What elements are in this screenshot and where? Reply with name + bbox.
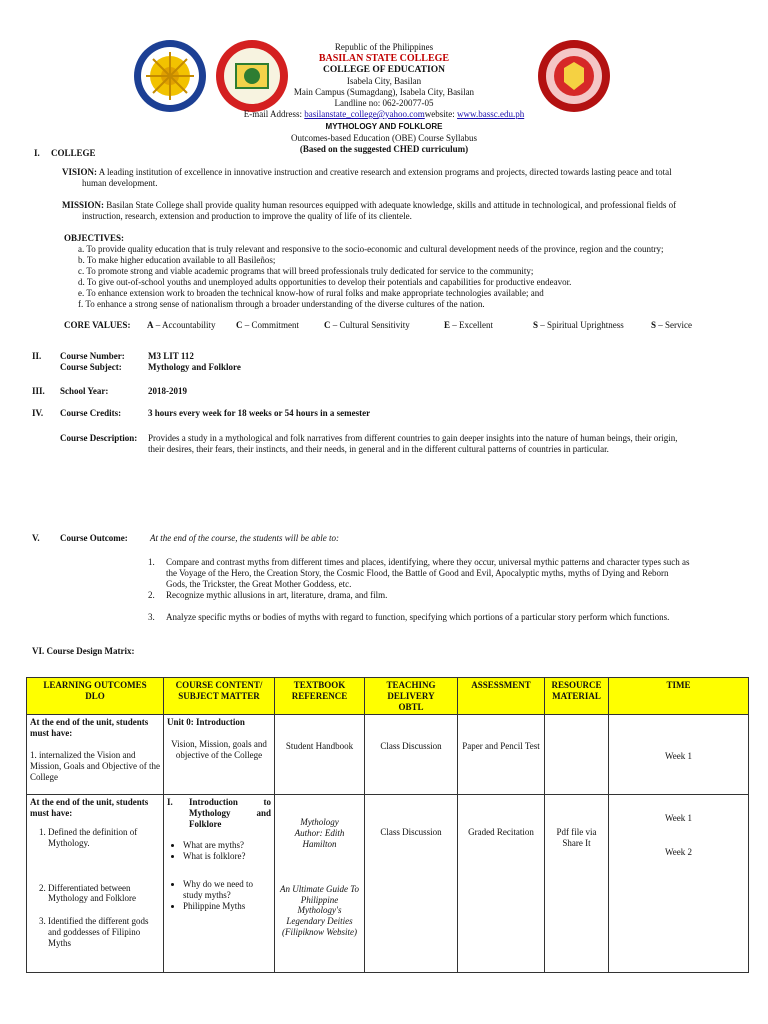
outcome-text-cont: Gods, the Trickster, the Great Mother Goddess, etc. [166, 579, 352, 589]
table-row [27, 795, 749, 973]
vision-label: VISION: [62, 167, 98, 177]
table-row [27, 715, 749, 795]
vision-text-cont: human development. [82, 178, 158, 188]
header-landline: Landline no: 062-20077-05 [334, 98, 434, 108]
row2-content [164, 795, 275, 973]
header-textbook-reference: TEXTBOOK REFERENCE [275, 678, 365, 715]
outcome-number: 2. [148, 590, 155, 600]
content-title: Introduction to Mythology and Folklore [189, 797, 271, 829]
row1-assessment: Paper and Pencil Test [458, 715, 545, 795]
content-number: I. [167, 797, 173, 808]
header-course-content: COURSE CONTENT/ SUBJECT MATTER [164, 678, 275, 715]
header-college-name: BASILAN STATE COLLEGE [318, 53, 450, 64]
core-value-accountability: A – Accountability [147, 320, 216, 330]
header-learning-outcomes: LEARNING OUTCOMES DLO [27, 678, 164, 715]
outcome-heading: At the end of the unit, students must have: [30, 717, 149, 739]
section-2-number: II. [32, 351, 42, 361]
course-credits-value: 3 hours every week for 18 weeks or 54 hours in a semester [148, 408, 371, 418]
list-item: 2. Differentiated between Mythology and Folklore [48, 883, 160, 905]
objective-item: a. To provide quality education that is truly relevant and responsive to the socio-economic and cultural development needs of the province, region and the country; [78, 244, 664, 254]
section-1-number: I. [34, 148, 40, 158]
row1-outcomes [27, 715, 164, 795]
list-item: 3. Identified the different gods and goddesses of Filipino Myths [48, 916, 160, 948]
header-city: Isabela City, Basilan [346, 76, 422, 86]
header-teaching-delivery: TEACHING DELIVERY OBTL [365, 678, 458, 715]
row1-resource [545, 715, 609, 795]
textbook-mythology: Mythology Author: Edith Hamilton [294, 817, 345, 849]
core-value-excellent: E – Excellent [444, 320, 493, 330]
syllabus-title: Outcomes-based Education (OBE) Course Syllabus [291, 133, 477, 143]
course-subject-label: Course Subject: [60, 362, 122, 372]
outcome-text: Compare and contrast myths from different times and places, identifying, where they occur, universal mythic patterns and character types such as [166, 557, 690, 567]
school-year-label: School Year: [60, 386, 109, 396]
row2-delivery: Class Discussion [365, 795, 458, 973]
list-item: 1. Defined the definition of Mythology. [48, 827, 160, 849]
course-title: MYTHOLOGY AND FOLKLORE [325, 122, 443, 131]
header-assessment: ASSESSMENT [458, 678, 545, 715]
section-3-number: III. [32, 386, 45, 396]
mission-block [62, 200, 752, 211]
core-value-cultural-sensitivity: C – Cultural Sensitivity [324, 320, 410, 330]
course-design-matrix-title: VI. Course Design Matrix: [32, 646, 135, 656]
course-outcome-label: Course Outcome: [60, 533, 128, 543]
core-values-label: CORE VALUES: [64, 320, 131, 330]
course-design-matrix [26, 677, 749, 973]
time-week-1: Week 1 [664, 813, 692, 824]
website-label: website: [424, 109, 458, 119]
unit-title: Unit 0: Introduction [167, 717, 245, 728]
header-resource-material: RESOURCE MATERIAL [545, 678, 609, 715]
row2-outcomes [27, 795, 164, 973]
course-subject-value: Mythology and Folklore [148, 362, 241, 372]
header-campus: Main Campus (Sumagdang), Isabela City, Basilan [293, 87, 475, 97]
outcome-number: 1. [148, 557, 155, 567]
vision-text: A leading institution of excellence in innovative instruction and creative research and extension programs and projects, directed towards lasting peace and total [98, 167, 672, 177]
course-number-value: M3 LIT 112 [148, 351, 194, 361]
course-credits-label: Course Credits: [60, 408, 122, 418]
row2-assessment: Graded Recitation [458, 795, 545, 973]
course-description-text: Provides a study in a mythological and folk narratives from different countries to gain deeper insights into the nature of human beings, their origin, [148, 433, 678, 443]
header-contact [0, 109, 768, 120]
header-department: COLLEGE OF EDUCATION [323, 65, 445, 75]
row2-time [609, 795, 749, 973]
list-item: • What is folklore? [183, 851, 271, 862]
objective-item: d. To give out-of-school youths and unemployed adults opportunities to develop their potentials and capabilities for productive endeavor. [78, 277, 572, 287]
outcome-text: Analyze specific myths or bodies of myths with regard to function, specifying which portions of a particular story perform which functions. [166, 612, 670, 622]
header-time: TIME [609, 678, 749, 715]
core-value-service: S – Service [651, 320, 693, 330]
textbook-filipiknow: An Ultimate Guide To Philippine Mythology's Legendary Deities (Filipiknow Website) [280, 883, 359, 937]
outcome-number: 3. [148, 612, 155, 622]
objective-item: e. To enhance extension work to broaden the technical know-how of rural folks and make appropriate technologies available; and [78, 288, 544, 298]
mission-text: Basilan State College shall provide quality human resources equipped with adequate knowledge, skills and attitude in technological, and professional fields of [106, 200, 677, 210]
time-week-2: Week 2 [664, 847, 692, 858]
outcome-text-cont: the Voyage of the Hero, the Creation Story, the Cosmic Flood, the Battle of Good and Evil, Apocalyptic myths, myths of Dying and Reborn [166, 568, 669, 578]
row1-textbook: Student Handbook [275, 715, 365, 795]
core-value-commitment: C – Commitment [236, 320, 300, 330]
syllabus-basis: (Based on the suggested CHED curriculum) [299, 144, 469, 154]
row1-content [164, 715, 275, 795]
school-year-value: 2018-2019 [148, 386, 187, 396]
course-description-label: Course Description: [60, 433, 138, 443]
section-4-number: IV. [32, 408, 44, 418]
mission-text-cont: instruction, research, extension and production to improve the quality of life of its clientele. [82, 211, 412, 221]
matrix-header-row [27, 678, 749, 715]
objective-item: b. To make higher education available to all Basileños; [78, 255, 276, 265]
list-item: • Philippine Myths [183, 901, 271, 912]
outcome-heading: At the end of the unit, students must have: [30, 797, 149, 819]
email-link[interactable]: basilanstate_college@yahoo.com [304, 109, 425, 119]
header-republic: Republic of the Philippines [334, 42, 434, 52]
mission-label: MISSION: [62, 200, 105, 210]
course-description-text-cont: their desires, their fears, their instincts, and their needs, in general and in the different cultural patterns of countries in particular. [148, 444, 609, 454]
list-item: • What are myths? [183, 840, 271, 851]
objectives-label: OBJECTIVES: [64, 233, 125, 243]
row1-delivery: Class Discussion [365, 715, 458, 795]
course-outcome-intro: At the end of the course, the students will be able to: [150, 533, 339, 543]
objective-item: c. To promote strong and viable academic programs that will breed professionals truly dedicated for service to the community; [78, 266, 534, 276]
row2-resource: Pdf file via Share It [545, 795, 609, 973]
outcome-item: 1. internalized the Vision and Mission, Goals and Objective of the College [30, 749, 160, 782]
row1-time: Week 1 [609, 715, 749, 795]
objective-item: f. To enhance a strong sense of nationalism through a broader understanding of the diverse cultures of the nation. [78, 299, 485, 309]
section-5-number: V. [32, 533, 40, 543]
row2-textbook [275, 795, 365, 973]
website-link[interactable]: www.bassc.edu.ph [457, 109, 525, 119]
core-value-spiritual-uprightness: S – Spiritual Uprightness [533, 320, 624, 330]
outcome-text: Recognize mythic allusions in art, literature, drama, and film. [166, 590, 388, 600]
list-item: • Why do we need to study myths? [183, 879, 271, 901]
vision-block [62, 167, 752, 178]
section-1-title: COLLEGE [51, 148, 96, 158]
course-number-label: Course Number: [60, 351, 125, 361]
unit-content: Vision, Mission, goals and objective of the College [171, 739, 267, 760]
email-label: E-mail Address: [243, 109, 305, 119]
